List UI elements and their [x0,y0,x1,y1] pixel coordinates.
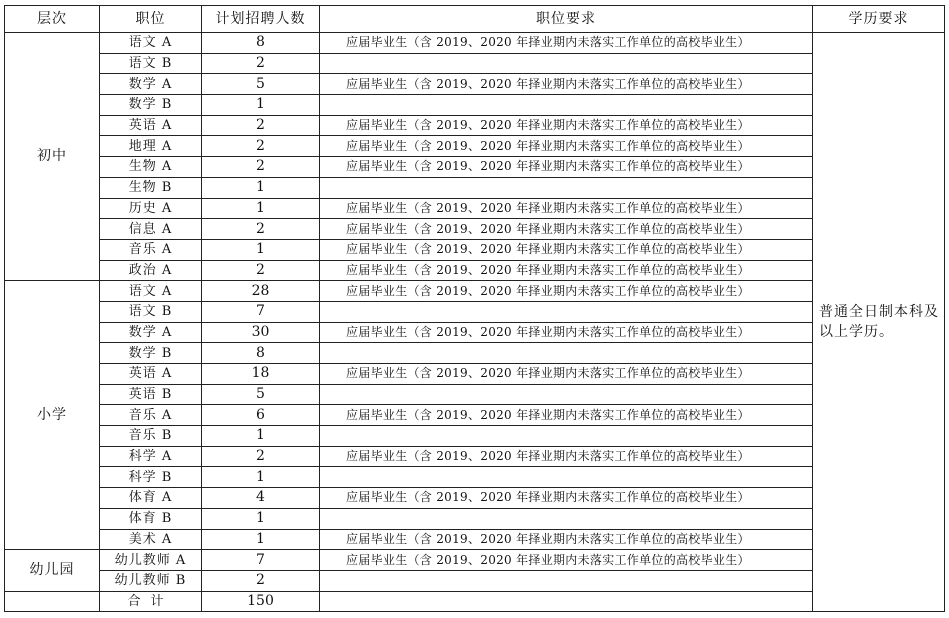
position-cell: 幼儿教师 A [100,550,202,571]
level-cell: 初中 [5,33,100,281]
recruitment-table [4,5,945,612]
table-row [5,33,945,54]
header-education: 学历要求 [813,6,945,33]
table-body [5,33,945,612]
requirement-cell [320,177,813,198]
table-row [5,53,945,74]
requirement-cell: 应届毕业生（含 2019、2020 年择业期内未落实工作单位的高校毕业生） [320,405,813,426]
count-cell: 2 [202,53,320,74]
requirement-cell [320,53,813,74]
requirement-cell: 应届毕业生（含 2019、2020 年择业期内未落实工作单位的高校毕业生） [320,446,813,467]
requirement-cell: 应届毕业生（含 2019、2020 年择业期内未落实工作单位的高校毕业生） [320,239,813,260]
total-requirement-cell [320,591,813,612]
requirement-cell [320,426,813,447]
requirement-cell: 应届毕业生（含 2019、2020 年择业期内未落实工作单位的高校毕业生） [320,550,813,571]
table-row [5,198,945,219]
position-cell: 数学 B [100,95,202,116]
level-cell: 小学 [5,281,100,550]
total-count: 150 [202,591,320,612]
header-requirement: 职位要求 [320,6,813,33]
table-row [5,322,945,343]
requirement-cell: 应届毕业生（含 2019、2020 年择业期内未落实工作单位的高校毕业生） [320,219,813,240]
requirement-cell [320,467,813,488]
position-cell: 历史 A [100,198,202,219]
count-cell: 1 [202,426,320,447]
requirement-cell: 应届毕业生（含 2019、2020 年择业期内未落实工作单位的高校毕业生） [320,115,813,136]
total-label: 合计 [100,591,202,612]
position-cell: 语文 B [100,53,202,74]
count-cell: 4 [202,488,320,509]
table-row [5,260,945,281]
count-cell: 1 [202,529,320,550]
table-row [5,136,945,157]
position-cell: 英语 A [100,115,202,136]
count-cell: 7 [202,550,320,571]
table-row [5,488,945,509]
requirement-cell [320,301,813,322]
table-row [5,550,945,571]
table-row [5,95,945,116]
requirement-cell: 应届毕业生（含 2019、2020 年择业期内未落实工作单位的高校毕业生） [320,74,813,95]
requirement-cell: 应届毕业生（含 2019、2020 年择业期内未落实工作单位的高校毕业生） [320,529,813,550]
position-cell: 生物 B [100,177,202,198]
count-cell: 5 [202,74,320,95]
count-cell: 5 [202,384,320,405]
requirement-cell: 应届毕业生（含 2019、2020 年择业期内未落实工作单位的高校毕业生） [320,488,813,509]
position-cell: 信息 A [100,219,202,240]
table-row [5,301,945,322]
total-level-cell [5,591,100,612]
position-cell: 体育 B [100,508,202,529]
requirement-cell: 应届毕业生（含 2019、2020 年择业期内未落实工作单位的高校毕业生） [320,136,813,157]
count-cell: 1 [202,467,320,488]
requirement-cell [320,570,813,591]
table-row [5,281,945,302]
count-cell: 2 [202,570,320,591]
position-cell: 语文 A [100,33,202,54]
position-cell: 语文 A [100,281,202,302]
total-row [5,591,945,612]
position-cell: 音乐 A [100,239,202,260]
count-cell: 2 [202,157,320,178]
count-cell: 1 [202,198,320,219]
position-cell: 英语 B [100,384,202,405]
count-cell: 8 [202,33,320,54]
table-row [5,426,945,447]
table-row [5,177,945,198]
requirement-cell: 应届毕业生（含 2019、2020 年择业期内未落实工作单位的高校毕业生） [320,364,813,385]
position-cell: 数学 B [100,343,202,364]
position-cell: 英语 A [100,364,202,385]
requirement-cell: 应届毕业生（含 2019、2020 年择业期内未落实工作单位的高校毕业生） [320,157,813,178]
table-row [5,384,945,405]
count-cell: 28 [202,281,320,302]
count-cell: 8 [202,343,320,364]
position-cell: 数学 A [100,74,202,95]
header-position: 职位 [100,6,202,33]
count-cell: 1 [202,508,320,529]
table-row [5,405,945,426]
count-cell: 2 [202,136,320,157]
level-cell: 幼儿园 [5,550,100,591]
count-cell: 2 [202,115,320,136]
position-cell: 语文 B [100,301,202,322]
count-cell: 2 [202,260,320,281]
count-cell: 30 [202,322,320,343]
table-row [5,239,945,260]
table-row [5,74,945,95]
count-cell: 6 [202,405,320,426]
position-cell: 美术 A [100,529,202,550]
count-cell: 1 [202,239,320,260]
requirement-cell: 应届毕业生（含 2019、2020 年择业期内未落实工作单位的高校毕业生） [320,33,813,54]
requirement-cell: 应届毕业生（含 2019、2020 年择业期内未落实工作单位的高校毕业生） [320,322,813,343]
education-cell: 普通全日制本科及以上学历。 [813,33,945,612]
table-row [5,115,945,136]
table-row [5,529,945,550]
count-cell: 2 [202,219,320,240]
table-row [5,157,945,178]
position-cell: 地理 A [100,136,202,157]
position-cell: 生物 A [100,157,202,178]
position-cell: 政治 A [100,260,202,281]
table-row [5,508,945,529]
table-row [5,467,945,488]
count-cell: 1 [202,177,320,198]
position-cell: 科学 B [100,467,202,488]
position-cell: 科学 A [100,446,202,467]
position-cell: 幼儿教师 B [100,570,202,591]
position-cell: 体育 A [100,488,202,509]
requirement-cell [320,95,813,116]
requirement-cell: 应届毕业生（含 2019、2020 年择业期内未落实工作单位的高校毕业生） [320,281,813,302]
requirement-cell: 应届毕业生（含 2019、2020 年择业期内未落实工作单位的高校毕业生） [320,260,813,281]
header-count: 计划招聘人数 [202,6,320,33]
table-row [5,570,945,591]
table-row [5,343,945,364]
position-cell: 音乐 B [100,426,202,447]
count-cell: 1 [202,95,320,116]
position-cell: 音乐 A [100,405,202,426]
requirement-cell [320,343,813,364]
requirement-cell [320,508,813,529]
header-row [5,6,945,33]
requirement-cell: 应届毕业生（含 2019、2020 年择业期内未落实工作单位的高校毕业生） [320,198,813,219]
table-row [5,364,945,385]
count-cell: 2 [202,446,320,467]
header-level: 层次 [5,6,100,33]
table-row [5,446,945,467]
requirement-cell [320,384,813,405]
count-cell: 18 [202,364,320,385]
count-cell: 7 [202,301,320,322]
table-row [5,219,945,240]
position-cell: 数学 A [100,322,202,343]
